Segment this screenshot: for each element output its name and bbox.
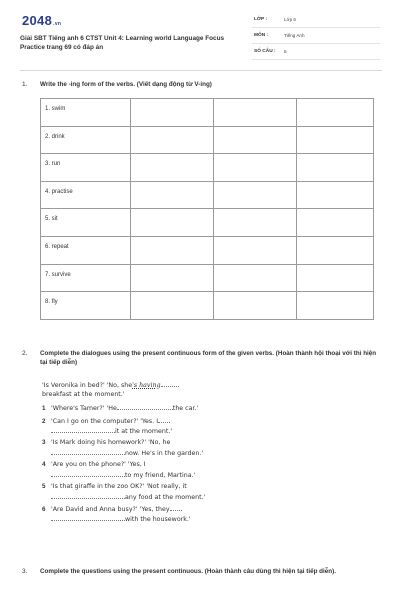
answer-cell[interactable] [297,181,374,209]
logo-sub: .vn [53,21,62,27]
answer-cell[interactable] [214,99,297,127]
dialogue-item-5-cont [51,492,205,503]
item-number: 2 [42,418,46,425]
dialogue-item-2-cont [51,426,172,437]
table-row [41,264,374,292]
answer-blank[interactable] [158,416,170,423]
answer-cell[interactable] [297,209,374,237]
answer-cell[interactable] [214,236,297,264]
table-row [41,209,374,237]
answer-cell[interactable] [130,181,213,209]
answer-cell[interactable] [130,126,213,154]
question-3-text: Complete the questions using the present continuous. (Hoàn thành câu dùng thì hiện tại tiếp diễn). [40,568,336,575]
item-end: any food at the moment.' [125,494,206,501]
table-row [41,181,374,209]
answer-blank[interactable] [51,492,125,499]
blank [161,380,179,387]
page-header [0,0,400,62]
dialogue-item-5 [42,482,187,492]
dialogue-item-3-cont [51,448,203,459]
answer-cell[interactable] [130,264,213,292]
meta-label: SỐ CÂU : [254,49,276,54]
item-prompt: 'Where's Tamer?' 'He [51,405,117,412]
question-2-number: 2. [22,350,28,357]
answer-blank[interactable] [51,426,115,433]
item-prompt: 'Are David and Anna busy?' 'Yes, they [51,506,170,513]
verb-cell: 4. practise [41,181,131,209]
answer-cell[interactable] [297,264,374,292]
verb-cell: 6. repeat [41,236,131,264]
item-prompt: 'Can I go on the computer?' 'Yes. I [51,418,159,425]
dialogue-item-4-cont [51,470,195,481]
answer-cell[interactable] [130,292,213,320]
meta-row-subject [252,28,380,44]
verb-cell: 3. run [41,154,131,182]
meta-row-count [252,44,380,60]
answer-cell[interactable] [297,126,374,154]
answer-cell[interactable] [214,292,297,320]
answer-cell[interactable] [297,236,374,264]
answer-cell[interactable] [130,99,213,127]
table-row [41,154,374,182]
verb-table [40,98,374,320]
table-row [41,99,374,127]
answer-cell[interactable] [297,292,374,320]
dialogue-item-4 [42,460,146,470]
item-number: 6 [42,506,46,513]
item-prompt: 'Is Mark doing his homework?' 'No, he [51,439,171,446]
answer-blank[interactable] [117,403,173,410]
item-number: 4 [42,461,46,468]
answer-cell[interactable] [214,154,297,182]
meta-label: MÔN : [254,33,269,38]
verb-cell: 8. fly [41,292,131,320]
item-prompt: 'Is that giraffe in the zoo OK?' 'Not really, it [51,483,187,490]
answer-cell[interactable] [130,236,213,264]
question-1-text: Write the -ing form of the verbs. (Viết dạng động từ V-ing) [40,81,212,88]
item-number: 3 [42,439,46,446]
verb-cell: 1. swim [41,99,131,127]
answer-cell[interactable] [214,126,297,154]
logo-main: 2048 [22,13,53,28]
example-line: breakfast at the moment.' [42,391,125,398]
item-number: 1 [42,405,46,412]
dialogue-item-3 [42,438,170,448]
answer-cell[interactable] [214,209,297,237]
item-end: the car.' [172,405,199,412]
meta-row-grade [252,12,380,28]
question-1-number: 1. [22,81,28,88]
meta-label: LỚP : [254,17,268,22]
meta-box [252,12,380,60]
meta-value: Lớp 6 [284,17,296,22]
answer-blank[interactable] [51,514,125,521]
example-answer: 's having [132,382,161,389]
item-end: with the housework.' [125,516,191,523]
verb-cell: 2. drink [41,126,131,154]
table-row [41,292,374,320]
dialogue-item-1 [42,403,198,414]
table-row [41,236,374,264]
meta-value: Tiếng Anh [284,33,305,38]
item-end: now. He's in the garden.' [125,450,204,457]
verb-cell: 7. survive [41,264,131,292]
table-row [41,126,374,154]
answer-cell[interactable] [214,181,297,209]
answer-cell[interactable] [130,209,213,237]
question-3-number: 3. [22,568,28,575]
answer-cell[interactable] [297,154,374,182]
item-prompt: 'Are you on the phone?' 'Yes, I [51,461,146,468]
meta-value: 5 [284,49,287,54]
item-end: to my friend, Martina.' [125,472,196,479]
dialogue-item-6-cont [51,514,191,525]
answer-cell[interactable] [214,264,297,292]
question-2-text: Complete the dialogues using the present continuous form of the given verbs. (Hoàn thành hội thoại với thì hiện tại tiếp diễn) [40,350,377,366]
answer-blank[interactable] [170,504,182,511]
answer-blank[interactable] [51,448,125,455]
example-text: 'Is Veronika in bed?' 'No, she [42,382,133,389]
answer-cell[interactable] [130,154,213,182]
item-end: it at the moment.' [115,428,173,435]
item-number: 5 [42,483,46,490]
site-logo[interactable] [22,13,61,28]
answer-blank[interactable] [51,470,125,477]
answer-cell[interactable] [297,99,374,127]
header-divider [20,70,382,71]
verb-cell: 5. sit [41,209,131,237]
document-title: Giải SBT Tiếng anh 6 CTST Unit 4: Learning world Language Focus Practice trang 69 có đáp án [20,35,225,51]
